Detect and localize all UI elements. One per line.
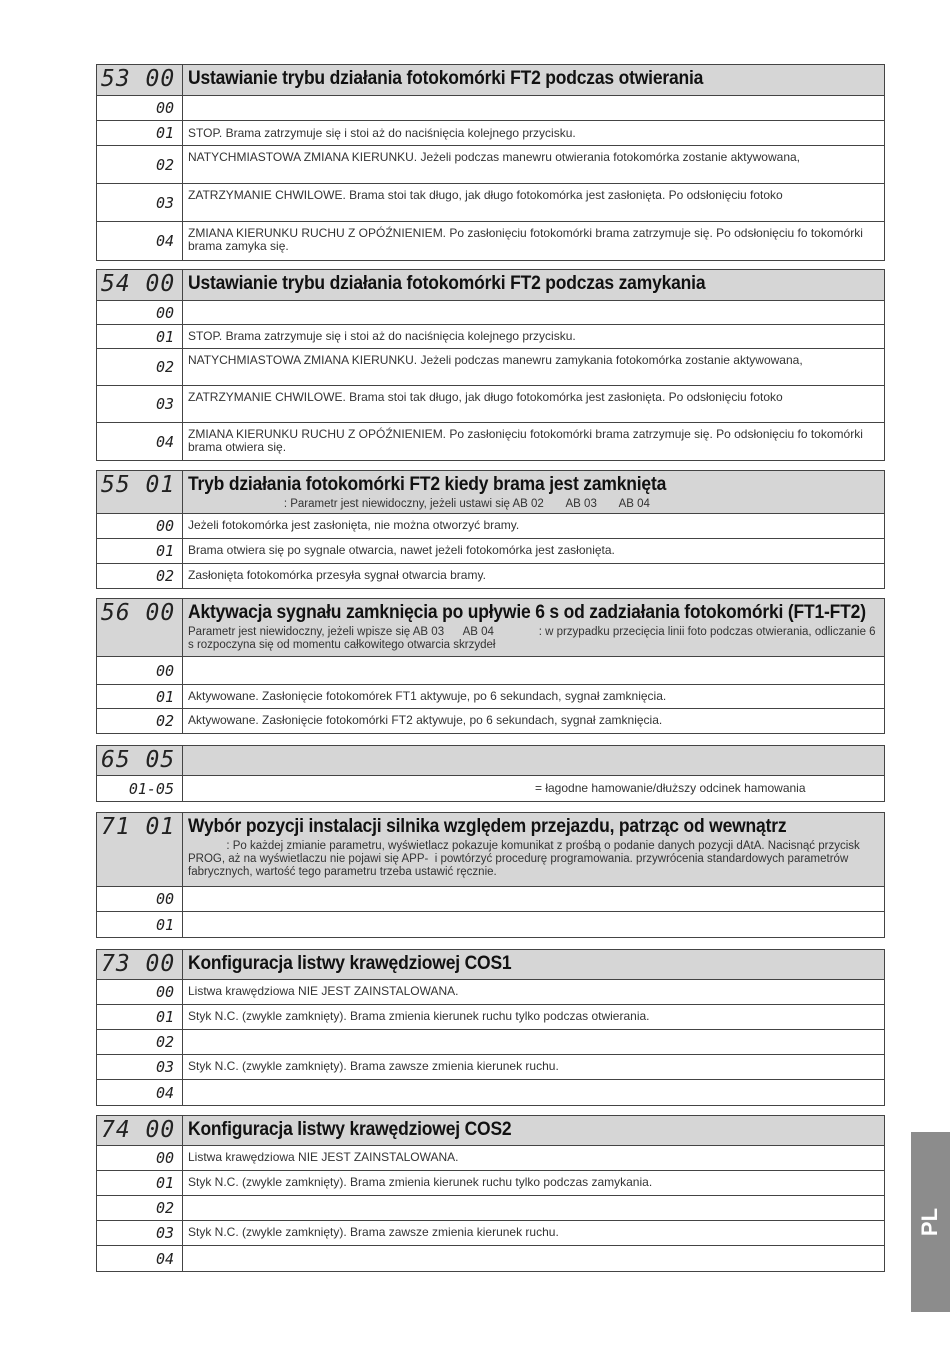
param-value: 00 [97,301,183,324]
param-section-54 [96,269,885,461]
param-description: NATYCHMIASTOWA ZMIANA KIERUNKU. Jeżeli podczas manewru zamykania fotokomórka zostanie aktywowana, [188,353,803,367]
param-section-56 [96,598,885,734]
param-description: ZATRZYMANIE CHWILOWE. Brama stoi tak długo, jak długo fotokomórka jest zasłonięta. Po odsłonięciu fotoko [188,390,783,404]
section-title: Wybór pozycji instalacji silnika względem przejazdu, patrząc od wewnątrz [188,816,787,837]
param-value: 00 [97,980,183,1004]
table-row [97,325,884,349]
table-row [97,349,884,386]
section-header [97,599,884,657]
table-row [97,146,884,184]
param-description: Listwa krawędziowa NIE JEST ZAINSTALOWANA. [188,1150,459,1164]
param-description: Brama otwiera się po sygnale otwarcia, nawet jeżeli fotokomórka jest zasłonięta. [188,543,615,557]
param-description: Zasłonięta fotokomórka przesyła sygnał otwarcia bramy. [188,568,486,582]
param-description [183,657,884,684]
param-value: 02 [97,1030,183,1054]
param-code: 74 00 [97,1116,183,1145]
section-header [97,950,884,980]
param-code: 54 00 [97,270,183,300]
table-row [97,222,884,260]
param-description [183,1030,884,1054]
table-row [97,96,884,121]
section-header [97,270,884,301]
param-description: = łagodne hamowanie/dłuższy odcinek hamowania [535,781,806,795]
param-value: 01 [97,912,183,937]
param-value: 03 [97,184,183,221]
section-header [97,813,884,887]
param-section-55 [96,470,885,589]
table-row [97,1055,884,1080]
param-code: 53 00 [97,65,183,95]
table-row [97,184,884,222]
table-row [97,1171,884,1196]
param-description: Styk N.C. (zwykle zamknięty). Brama zmienia kierunek ruchu tylko podczas zamykania. [188,1175,653,1189]
param-code: 55 01 [97,471,183,513]
param-section-53 [96,64,885,261]
param-value: 01 [97,121,183,145]
section-header [97,65,884,96]
table-row [97,887,884,912]
param-value: 00 [97,657,183,684]
section-note: : Parametr jest niewidoczny, jeżeli ustawi się AB 02 AB 03 AB 04 [188,498,650,510]
param-code: 73 00 [97,950,183,979]
param-value: 04 [97,1080,183,1105]
table-row [97,776,884,801]
table-row [97,1196,884,1221]
param-value: 01 [97,325,183,348]
param-description: NATYCHMIASTOWA ZMIANA KIERUNKU. Jeżeli podczas manewru otwierania fotokomórka zostanie aktywowana, [188,150,800,164]
language-tab [911,1132,950,1312]
param-value: 01-05 [97,776,183,801]
language-tab-label: PL [917,1207,943,1237]
section-title: Ustawianie trybu działania fotokomórki FT2 podczas zamykania [188,273,706,294]
section-title: Konfiguracja listwy krawędziowej COS1 [188,953,512,974]
section-header [97,471,884,514]
param-description: Styk N.C. (zwykle zamknięty). Brama zawsze zmienia kierunek ruchu. [188,1225,559,1239]
param-value: 00 [97,1146,183,1170]
table-row [97,539,884,564]
param-description: STOP. Brama zatrzymuje się i stoi aż do naciśnięcia kolejnego przycisku. [188,329,576,343]
param-value: 01 [97,685,183,708]
param-code: 56 00 [97,599,183,656]
param-value: 04 [97,423,183,460]
table-row [97,685,884,709]
table-row [97,1005,884,1030]
param-description: Listwa krawędziowa NIE JEST ZAINSTALOWANA. [188,984,459,998]
param-description: Styk N.C. (zwykle zamknięty). Brama zmienia kierunek ruchu tylko podczas otwierania. [188,1009,650,1023]
param-description: Aktywowane. Zasłonięcie fotokomórek FT1 aktywuje, po 6 sekundach, sygnał zamknięcia. [188,689,667,703]
param-value: 02 [97,146,183,183]
param-description [183,301,884,324]
table-row [97,1246,884,1271]
section-title: Konfiguracja listwy krawędziowej COS2 [188,1119,512,1140]
table-row [97,564,884,588]
param-description: ZATRZYMANIE CHWILOWE. Brama stoi tak długo, jak długo fotokomórka jest zasłonięta. Po odsłonięciu fotoko [188,188,783,202]
table-row [97,709,884,733]
param-value: 02 [97,1196,183,1220]
section-title: Tryb działania fotokomórki FT2 kiedy brama jest zamknięta [188,474,667,495]
section-title: Aktywacja sygnału zamknięcia po upływie 6 s od zadziałania fotokomórki (FT1-FT2) [188,602,866,623]
param-description: Jeżeli fotokomórka jest zasłonięta, nie można otworzyć bramy. [188,518,520,532]
param-description [183,1196,884,1220]
table-row [97,1080,884,1105]
param-description [183,1246,884,1271]
section-note: : Po każdej zmianie parametru, wyświetlacz pokazuje komunikat z prośbą o podanie danych pozycji dAtA. Nacisnąć przycisk PROG, aż na wyświetlaczu nie pojawi się APP- i powtórzyć procedurę programowania. przywrócenia standardowych parametrów fabrycznych, wartość tego parametru trzeba ustawić ręcznie. [188,840,863,878]
param-value: 01 [97,539,183,563]
param-section-73 [96,949,885,1106]
param-section-71 [96,812,885,938]
param-description: ZMIANA KIERUNKU RUCHU Z OPÓŹNIENIEM. Po zasłonięciu fotokomórki brama zatrzymuje się. Po odsłonięciu fo tokomórki brama zamyka się. [188,226,863,253]
table-row [97,1146,884,1171]
table-row [97,1221,884,1246]
param-code: 65 05 [97,746,183,775]
param-section-74 [96,1115,885,1272]
table-row [97,121,884,146]
param-value: 00 [97,887,183,911]
param-value: 02 [97,564,183,588]
section-title: Ustawianie trybu działania fotokomórki FT2 podczas otwierania [188,68,704,89]
param-description [183,96,884,120]
param-value: 03 [97,1221,183,1245]
param-code: 71 01 [97,813,183,886]
param-value: 01 [97,1005,183,1029]
param-value: 02 [97,709,183,733]
param-value: 03 [97,1055,183,1079]
param-value: 03 [97,386,183,422]
param-description: Styk N.C. (zwykle zamknięty). Brama zawsze zmienia kierunek ruchu. [188,1059,559,1073]
param-section-65 [96,745,885,802]
param-value: 01 [97,1171,183,1195]
param-description [183,912,884,937]
param-description: Aktywowane. Zasłonięcie fotokomórki FT2 aktywuje, po 6 sekundach, sygnał zamknięcia. [188,713,663,727]
param-description: ZMIANA KIERUNKU RUCHU Z OPÓŹNIENIEM. Po zasłonięciu fotokomórki brama zatrzymuje się. Po odsłonięciu fo tokomórki brama otwiera się. [188,427,863,454]
section-header [97,1116,884,1146]
param-value: 02 [97,349,183,385]
table-row [97,912,884,937]
table-row [97,1030,884,1055]
section-note: Parametr jest niewidoczny, jeżeli wpisze się AB 03 AB 04 : w przypadku przecięcia linii foto podczas otwierania, odliczanie 6 s rozpoczyna się od momentu całkowitego otwarcia skrzydeł [188,626,879,651]
table-row [97,657,884,685]
table-row [97,514,884,539]
table-row [97,980,884,1005]
param-description: STOP. Brama zatrzymuje się i stoi aż do naciśnięcia kolejnego przycisku. [188,126,576,140]
table-row [97,423,884,460]
table-row [97,301,884,325]
param-value: 04 [97,1246,183,1271]
table-row [97,386,884,423]
param-value: 04 [97,222,183,260]
param-description [183,1080,884,1105]
param-value: 00 [97,96,183,120]
param-value: 00 [97,514,183,538]
section-header [97,746,884,776]
param-description [183,887,884,911]
